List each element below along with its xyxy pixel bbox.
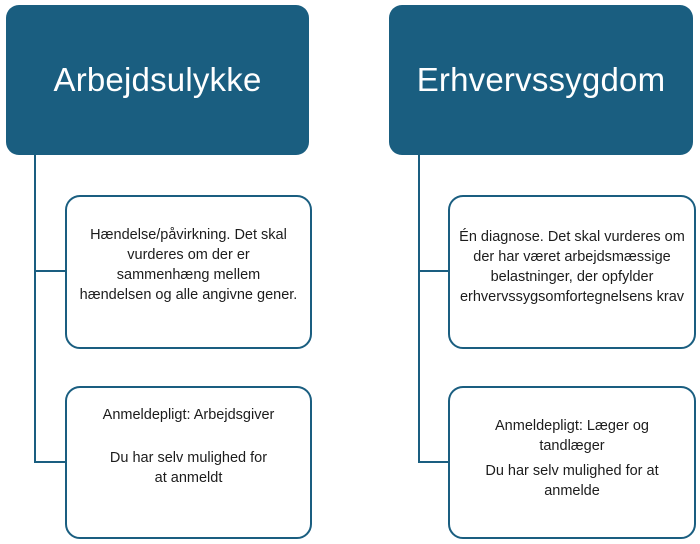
header-erhvervssygdom [389,5,693,155]
description-text: Hændelse/påvirkning. Det skal vurderes om der er sammenhæng mellem hændelsen og alle angivne gener. [79,227,298,303]
connector-vertical-right [418,155,420,463]
reporting-duty-text: Anmeldepligt: Arbejdsgiver [102,407,275,423]
box-arbejdsulykke-reporting [65,386,312,539]
box-erhvervssygdom-description [448,195,696,349]
self-report-text: Du har selv mulighed for at anmelde [485,463,659,499]
connector-branch-right-1 [418,270,449,272]
connector-branch-left-2 [34,461,66,463]
header-title: Erhvervssygdom [416,61,666,98]
header-title: Arbejdsulykke [53,61,262,98]
box-arbejdsulykke-description [65,195,312,349]
header-arbejdsulykke [6,5,309,155]
reporting-duty-text: Anmeldepligt: Læger og tandlæger [495,418,649,454]
connector-branch-left-1 [34,270,66,272]
connector-vertical-left [34,155,36,463]
description-text: Én diagnose. Det skal vurderes om der har været arbejdsmæssige belastninger, der opfylder erhvervssygsomfortegnelsens krav [459,229,685,305]
self-report-text: Du har selv mulighed for at anmeldt [109,450,268,486]
box-erhvervssygdom-reporting [448,386,696,539]
connector-branch-right-2 [418,461,449,463]
